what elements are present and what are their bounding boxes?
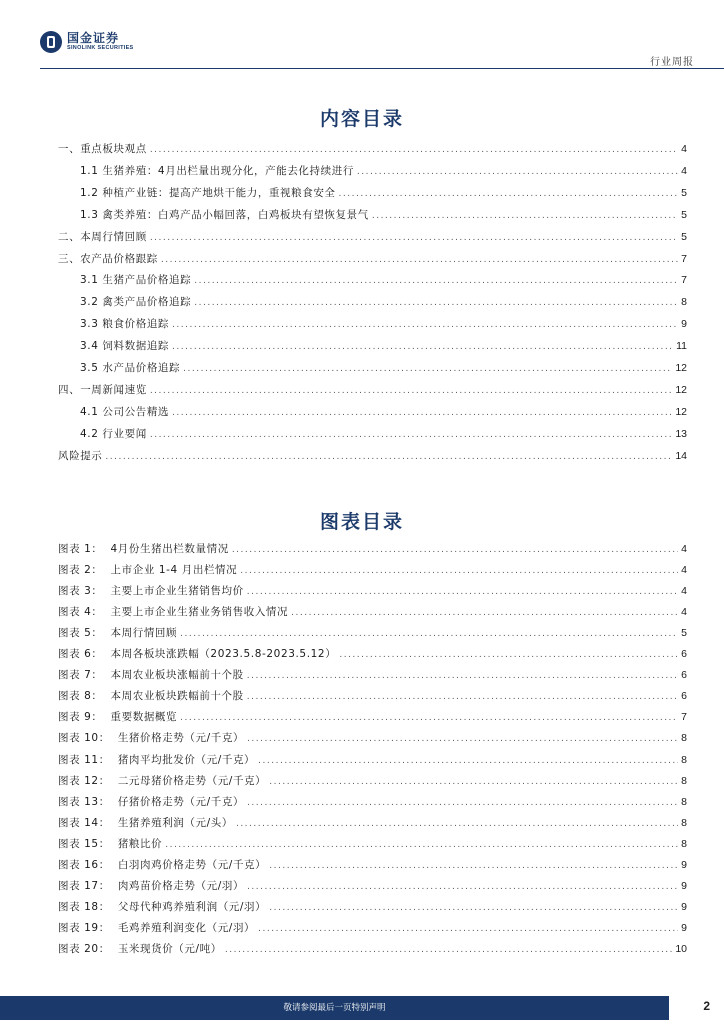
figure-entry[interactable] <box>58 921 687 935</box>
figure-entry[interactable] <box>58 942 687 956</box>
dot-leader <box>105 450 672 464</box>
report-type-label: 行业周报 <box>650 57 694 68</box>
figure-entry-number: 图表 4： <box>58 606 103 619</box>
figure-entry-caption <box>58 900 266 914</box>
figure-entry-label: 肉鸡苗价格走势（元/羽） <box>117 879 245 892</box>
dot-leader <box>258 922 678 936</box>
figure-entry[interactable] <box>58 858 687 872</box>
figure-entry-page: 8 <box>681 753 687 766</box>
toc-entry-label: 3.1 生猪产品价格追踪 <box>80 274 192 287</box>
figure-entry-page: 9 <box>681 879 687 892</box>
figure-entry-number: 图表 17： <box>58 879 110 892</box>
toc-entry[interactable] <box>58 273 687 287</box>
dot-leader <box>165 838 678 852</box>
figure-entry-number: 图表 6： <box>58 648 103 661</box>
figure-entry-number: 图表 5： <box>58 627 103 640</box>
toc-entry[interactable] <box>58 449 687 463</box>
toc-entry[interactable] <box>58 339 687 353</box>
figure-entry-page: 8 <box>681 732 687 745</box>
figure-entry-caption <box>58 689 244 703</box>
page-header <box>0 0 724 70</box>
logo-chinese-name: 国金证券 <box>67 31 120 45</box>
figure-entry-label: 本周各板块涨跌幅（2023.5.8-2023.5.12） <box>110 648 337 661</box>
figure-entry-label: 毛鸡养殖利润变化（元/羽） <box>117 921 256 934</box>
figure-entry[interactable] <box>58 816 687 830</box>
toc-entry-page: 14 <box>675 449 687 462</box>
figure-entry-page: 8 <box>681 795 687 808</box>
figure-entry-number: 图表 3： <box>58 585 103 598</box>
figure-entry-number: 图表 1： <box>58 543 103 555</box>
toc-entry-page: 13 <box>675 427 687 440</box>
toc-entry-page: 9 <box>681 318 687 331</box>
figure-entry-label: 本周农业板块涨幅前十个股 <box>110 669 244 682</box>
toc-entry-label: 3.3 粮食价格追踪 <box>80 318 170 331</box>
dot-leader <box>150 384 673 398</box>
figure-entry[interactable] <box>58 647 687 661</box>
figure-entry-label: 父母代种鸡养殖利润（元/羽） <box>117 900 267 913</box>
toc-entry[interactable] <box>58 208 687 222</box>
dot-leader <box>357 165 678 179</box>
toc-entry-page: 12 <box>675 383 687 396</box>
figure-entry-label: 生猪养殖利润（元/头） <box>117 816 233 829</box>
logo-english-name: SINOLINK SECURITIES <box>67 45 134 51</box>
dot-leader <box>172 318 678 332</box>
figure-entry-caption <box>58 731 244 745</box>
toc-entry[interactable] <box>58 383 687 397</box>
dot-leader <box>291 606 678 620</box>
figure-entry-caption <box>58 753 255 767</box>
toc-entry-page: 5 <box>681 208 687 221</box>
figure-entry-caption <box>58 626 177 640</box>
toc-entry-label: 四、一周新闻速览 <box>58 383 147 396</box>
figure-entry-page: 9 <box>681 900 687 913</box>
figure-entry-label: 上市企业 1-4 月出栏情况 <box>110 564 238 577</box>
figure-entry-caption <box>58 879 244 893</box>
dot-leader <box>150 231 678 245</box>
dot-leader <box>180 711 678 725</box>
figure-entry-number: 图表 11： <box>58 753 110 766</box>
figure-entry-caption <box>58 816 233 830</box>
figure-entry[interactable] <box>58 774 687 788</box>
figure-entry-caption <box>58 584 244 598</box>
figure-entry-page: 5 <box>681 627 687 640</box>
figure-entry-page: 6 <box>681 690 687 703</box>
toc-entry-label: 1.3 禽类养殖：白鸡产品小幅回落，白鸡板块有望恢复景气 <box>80 208 369 221</box>
toc-entry-label: 1.2 种植产业链：提高产地烘干能力，重视粮食安全 <box>80 186 336 199</box>
figure-entry-label: 主要上市企业生猪业务销售收入情况 <box>110 606 289 619</box>
toc-entry-label: 3.5 水产品价格追踪 <box>80 362 181 374</box>
figure-entry[interactable] <box>58 879 687 893</box>
figure-entry-label: 重要数据概览 <box>110 711 178 724</box>
toc-entry-label: 3.2 禽类产品价格追踪 <box>80 296 192 309</box>
toc-entry[interactable] <box>58 405 687 419</box>
figure-entry-label: 二元母猪价格走势（元/千克） <box>117 774 267 787</box>
figure-entry[interactable] <box>58 837 687 851</box>
toc-entry-page: 5 <box>681 230 687 243</box>
figure-entry-number: 图表 9： <box>58 711 103 724</box>
figure-entry-number: 图表 2： <box>58 564 103 577</box>
dot-leader <box>269 901 678 915</box>
dot-leader <box>247 732 678 746</box>
contents-title: 内容目录 <box>319 108 404 130</box>
figure-entry[interactable] <box>58 584 687 598</box>
figure-entry-number: 图表 7： <box>58 669 103 682</box>
footer-disclaimer: 敬请参阅最后一页特别声明 <box>0 996 669 1020</box>
toc-entry-page: 11 <box>676 340 687 353</box>
figure-entry-number: 图表 19： <box>58 921 110 934</box>
figure-entry-number: 图表 8： <box>58 690 103 703</box>
figure-entry-page: 8 <box>681 816 687 829</box>
toc-entry-label: 三、农产品价格跟踪 <box>58 252 158 265</box>
figure-entry-page: 8 <box>681 837 687 850</box>
toc-entry[interactable] <box>58 317 687 331</box>
dot-leader <box>232 543 678 557</box>
toc-entry-label: 一、重点板块观点 <box>58 143 147 155</box>
toc-entry[interactable] <box>58 142 687 156</box>
figure-entry-caption <box>58 647 336 661</box>
figure-entry-page: 7 <box>681 711 687 724</box>
dot-leader <box>183 362 672 376</box>
figure-entry-label: 白羽肉鸡价格走势（元/千克） <box>117 858 267 871</box>
figure-entry-number: 图表 10： <box>58 732 110 745</box>
figure-entry[interactable] <box>58 753 687 767</box>
toc-entry-page: 5 <box>681 186 687 199</box>
figure-entry-number: 图表 20： <box>58 942 110 955</box>
figure-entry-page: 8 <box>681 774 687 787</box>
toc-entry[interactable] <box>58 186 687 200</box>
figure-entry-caption <box>58 563 237 577</box>
toc-entry-page: 12 <box>675 362 687 374</box>
toc-entry-label: 二、本周行情回顾 <box>58 230 147 243</box>
figure-entry[interactable] <box>58 710 687 724</box>
figure-entry-label: 本周农业板块跌幅前十个股 <box>110 690 244 703</box>
dot-leader <box>194 296 678 310</box>
toc-entry[interactable] <box>58 230 687 244</box>
dot-leader <box>247 690 678 704</box>
figure-entry-number: 图表 16： <box>58 858 110 871</box>
figure-entry-caption <box>58 942 222 956</box>
dot-leader <box>240 564 678 578</box>
figure-entry-page: 4 <box>681 606 687 619</box>
dot-leader <box>172 340 673 354</box>
dot-leader <box>180 627 678 641</box>
toc-entry-page: 4 <box>681 164 687 177</box>
figure-entry-number: 图表 13： <box>58 795 110 808</box>
page-footer <box>0 996 724 1024</box>
dot-leader <box>372 209 678 223</box>
figure-entry-caption <box>58 542 229 556</box>
toc-entry-page: 7 <box>681 252 687 265</box>
figure-entry[interactable] <box>58 542 687 556</box>
figure-entry-number: 图表 15： <box>58 837 110 850</box>
company-logo <box>40 31 134 53</box>
toc-entry-page: 4 <box>681 143 687 155</box>
figure-entry-page: 4 <box>681 585 687 598</box>
toc-entry-page: 8 <box>681 296 687 309</box>
figure-entry-label: 猪肉平均批发价（元/千克） <box>117 753 256 766</box>
figure-entry-caption <box>58 921 255 935</box>
dot-leader <box>258 754 678 768</box>
figure-entry-label: 4月份生猪出栏数量情况 <box>110 543 229 555</box>
dot-leader <box>236 817 678 831</box>
dot-leader <box>247 585 678 599</box>
dot-leader <box>194 274 678 288</box>
figure-entry-caption <box>58 710 177 724</box>
figure-entry-caption <box>58 774 266 788</box>
toc-entry[interactable] <box>58 295 687 309</box>
figure-entry-page: 4 <box>681 543 687 555</box>
figure-entry-caption <box>58 837 162 851</box>
figure-entry-number: 图表 18： <box>58 900 110 913</box>
dot-leader <box>269 775 678 789</box>
figure-entry[interactable] <box>58 900 687 914</box>
header-divider <box>40 68 724 69</box>
figures-title: 图表目录 <box>319 511 404 533</box>
dot-leader <box>161 253 678 267</box>
figure-entry-caption <box>58 668 244 682</box>
figure-entry[interactable] <box>58 668 687 682</box>
dot-leader <box>339 648 678 662</box>
toc-entry-label: 4.2 行业要闻 <box>80 427 147 440</box>
figure-entry[interactable] <box>58 795 687 809</box>
figure-entry-caption <box>58 605 288 619</box>
figure-entry[interactable] <box>58 605 687 619</box>
figure-entry-page: 10 <box>675 942 687 955</box>
figure-entry[interactable] <box>58 626 687 640</box>
toc-entry-label: 3.4 饲料数据追踪 <box>80 340 170 353</box>
figure-entry-label: 生猪价格走势（元/千克） <box>117 732 245 745</box>
toc-entry-label: 风险提示 <box>58 449 103 462</box>
toc-entry-label: 1.1 生猪养殖：4月出栏量出现分化，产能去化持续进行 <box>80 164 354 177</box>
figure-entry-caption <box>58 858 266 872</box>
dot-leader <box>247 669 678 683</box>
toc-entry[interactable] <box>58 252 687 266</box>
toc-entry[interactable] <box>58 361 687 375</box>
dot-leader <box>225 943 672 957</box>
toc-entry-page: 12 <box>675 405 687 418</box>
toc-entry-page: 7 <box>681 274 687 287</box>
figure-entry[interactable] <box>58 563 687 577</box>
dot-leader <box>339 187 679 201</box>
toc-entry[interactable] <box>58 164 687 178</box>
figure-entry-page: 4 <box>681 564 687 577</box>
dot-leader <box>150 428 672 442</box>
figure-entry-label: 仔猪价格走势（元/千克） <box>117 795 245 808</box>
figure-entry-label: 玉米现货价（元/吨） <box>117 942 222 955</box>
toc-entry[interactable] <box>58 427 687 441</box>
figure-entry-page: 9 <box>681 921 687 934</box>
dot-leader <box>247 796 678 810</box>
dot-leader <box>172 406 672 420</box>
figure-entry[interactable] <box>58 731 687 745</box>
figure-entry-page: 9 <box>681 858 687 871</box>
figure-entry-number: 图表 14： <box>58 816 110 829</box>
sinolink-logo-icon <box>40 31 62 53</box>
figure-entry-page: 6 <box>681 648 687 661</box>
figure-entry-page: 6 <box>681 669 687 682</box>
figure-entry-caption <box>58 795 244 809</box>
page-number: 2 <box>703 999 710 1013</box>
dot-leader <box>150 143 678 157</box>
figure-entry-label: 主要上市企业生猪销售均价 <box>110 585 244 598</box>
dot-leader <box>269 859 678 873</box>
figure-entry-label: 本周行情回顾 <box>110 627 178 640</box>
dot-leader <box>247 880 678 894</box>
figure-entry-number: 图表 12： <box>58 774 110 787</box>
figure-entry[interactable] <box>58 689 687 703</box>
toc-entry-label: 4.1 公司公告精选 <box>80 405 170 418</box>
figure-entry-label: 猪粮比价 <box>117 837 163 850</box>
